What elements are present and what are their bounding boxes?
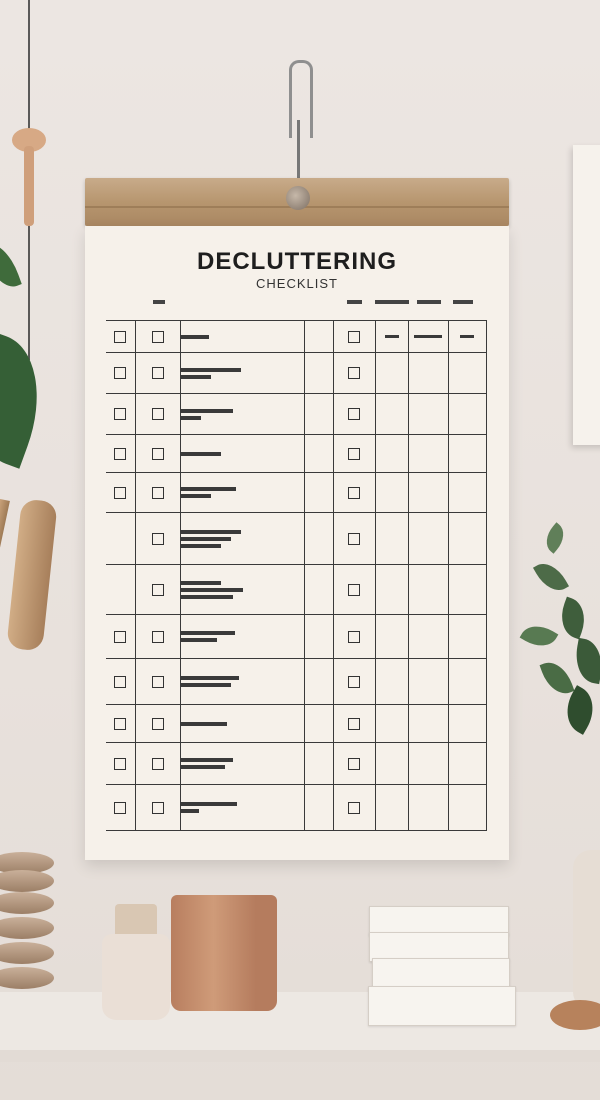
checklist-row — [106, 659, 487, 705]
ceramic-bottle — [102, 904, 170, 1020]
status-checkbox[interactable] — [114, 448, 126, 460]
item-text — [180, 394, 304, 435]
item-checkbox[interactable] — [152, 802, 164, 814]
item-text — [180, 615, 304, 659]
checklist-row — [106, 435, 487, 473]
item-text — [180, 435, 304, 473]
item-checkbox[interactable] — [152, 367, 164, 379]
item-text — [180, 743, 304, 785]
hanger-knob — [286, 186, 310, 210]
checklist-row — [106, 743, 487, 785]
status-checkbox[interactable] — [114, 676, 126, 688]
terracotta-pot — [171, 895, 277, 1011]
item-text — [180, 513, 304, 565]
checklist-row — [106, 353, 487, 394]
done-checkbox[interactable] — [348, 533, 360, 545]
checklist-paper — [85, 226, 509, 860]
checklist-row — [106, 513, 487, 565]
checklist-table — [106, 320, 487, 831]
done-checkbox[interactable] — [348, 802, 360, 814]
status-checkbox[interactable] — [114, 408, 126, 420]
item-checkbox[interactable] — [152, 408, 164, 420]
done-checkbox[interactable] — [348, 718, 360, 730]
checklist-subtitle: CHECKLIST — [256, 276, 338, 291]
done-checkbox[interactable] — [348, 448, 360, 460]
done-checkbox[interactable] — [348, 676, 360, 688]
item-checkbox[interactable] — [152, 758, 164, 770]
status-checkbox[interactable] — [114, 367, 126, 379]
stone-vase — [573, 850, 600, 1010]
checklist-title: DECLUTTERING — [197, 248, 397, 275]
item-text — [180, 785, 304, 831]
status-checkbox[interactable] — [114, 631, 126, 643]
item-checkbox[interactable] — [152, 448, 164, 460]
done-checkbox[interactable] — [348, 584, 360, 596]
status-checkbox[interactable] — [114, 718, 126, 730]
item-checkbox[interactable] — [152, 487, 164, 499]
item-text — [180, 321, 304, 353]
shelf-edge — [0, 1050, 600, 1062]
status-checkbox[interactable] — [114, 331, 126, 343]
checklist-row — [106, 785, 487, 831]
wall-ornament — [12, 128, 46, 228]
wooden-sculpture-head — [6, 499, 57, 652]
item-text — [180, 659, 304, 705]
checklist-row — [106, 321, 487, 353]
stacked-wooden-bowls — [0, 852, 54, 1002]
done-checkbox[interactable] — [348, 367, 360, 379]
checklist-row — [106, 615, 487, 659]
done-checkbox[interactable] — [348, 487, 360, 499]
done-checkbox[interactable] — [348, 631, 360, 643]
checklist-row — [106, 705, 487, 743]
item-text — [180, 705, 304, 743]
checklist-row — [106, 394, 487, 435]
done-checkbox[interactable] — [348, 331, 360, 343]
item-checkbox[interactable] — [152, 631, 164, 643]
item-text — [180, 473, 304, 513]
status-checkbox[interactable] — [114, 758, 126, 770]
item-checkbox[interactable] — [152, 676, 164, 688]
item-checkbox[interactable] — [152, 533, 164, 545]
side-paper-card — [573, 145, 600, 445]
done-checkbox[interactable] — [348, 758, 360, 770]
item-text — [180, 565, 304, 615]
wooden-sculpture — [0, 499, 10, 824]
checklist-row — [106, 565, 487, 615]
checklist-row — [106, 473, 487, 513]
item-text — [180, 353, 304, 394]
item-checkbox[interactable] — [152, 584, 164, 596]
done-checkbox[interactable] — [348, 408, 360, 420]
item-checkbox[interactable] — [152, 331, 164, 343]
status-checkbox[interactable] — [114, 802, 126, 814]
status-checkbox[interactable] — [114, 487, 126, 499]
item-checkbox[interactable] — [152, 718, 164, 730]
hanging-hook — [289, 60, 313, 138]
